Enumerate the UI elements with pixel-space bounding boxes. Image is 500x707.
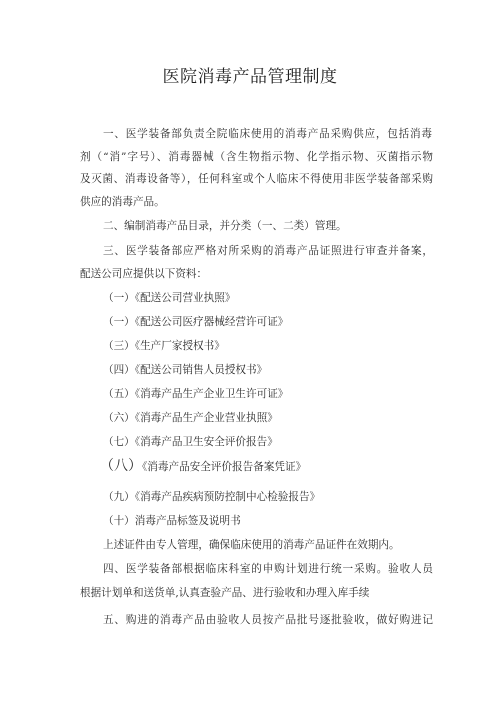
list-item-2: （一）《配送公司医疗器械经营许可证》 xyxy=(103,316,289,328)
paragraph-3-line-1: 三、医学装备部应严格对所采购的消毒产品证照进行审查并备案， xyxy=(103,245,433,257)
list-item-4: （四）《配送公司销售人员授权书》 xyxy=(103,364,268,376)
paragraph-1-line-3: 及灭菌、消毒设备等），任何科室或个人临床不得使用非医学装备部采购 xyxy=(80,173,433,185)
document-title: 医院消毒产品管理制度 xyxy=(162,67,338,87)
list-item-7: （七）《消毒产品卫生安全评价报告》 xyxy=(103,436,278,448)
paragraph-1-line-1: 一、医学装备部负责全院临床使用的消毒产品采购供应，包括消毒 xyxy=(103,128,432,140)
paragraph-4-line-1: 四、医学装备部根据临床科室的申购计划进行统一采购。验收人员 xyxy=(103,563,433,575)
list-item-10: （十）消毒产品标签及说明书 xyxy=(103,515,241,527)
list-item-1: （一）《配送公司营业执照》 xyxy=(103,292,236,304)
list-item-8-number: （八） xyxy=(100,458,142,474)
paragraph-1-line-4: 供应的消毒产品。 xyxy=(80,196,165,208)
list-item-9: （九）《消毒产品疾病预防控制中心检验报告》 xyxy=(103,491,321,503)
paragraph-3-line-2: 配送公司应提供以下资料： xyxy=(80,268,208,280)
list-item-5: （五）《消毒产品生产企业卫生许可证》 xyxy=(103,388,289,400)
paragraph-4-line-2: 根据计划单和送货单,认真查验产品、进行验收和办理入库手续 xyxy=(80,587,370,599)
custody-paragraph: 上述证件由专人管理，确保临床使用的消毒产品证件在效期内。 xyxy=(103,539,400,551)
list-item-8-text: 《消毒产品安全评价报告备案凭证》 xyxy=(142,461,307,473)
paragraph-5-line-1: 五、购进的消毒产品由验收人员按产品批号逐批验收，做好购进记 xyxy=(103,614,433,626)
list-item-8 xyxy=(100,458,306,475)
list-item-6: （六）《消毒产品生产企业营业执照》 xyxy=(103,412,278,424)
list-item-3: （三）《生产厂家授权书》 xyxy=(103,340,225,352)
paragraph-1-line-2: 剂（“消”字号）、消毒器械（含生物指示物、化学指示物、灭菌指示物 xyxy=(80,151,433,163)
paragraph-2: 二、编制消毒产品目录，并分类（一、二类）管理。 xyxy=(103,220,347,232)
